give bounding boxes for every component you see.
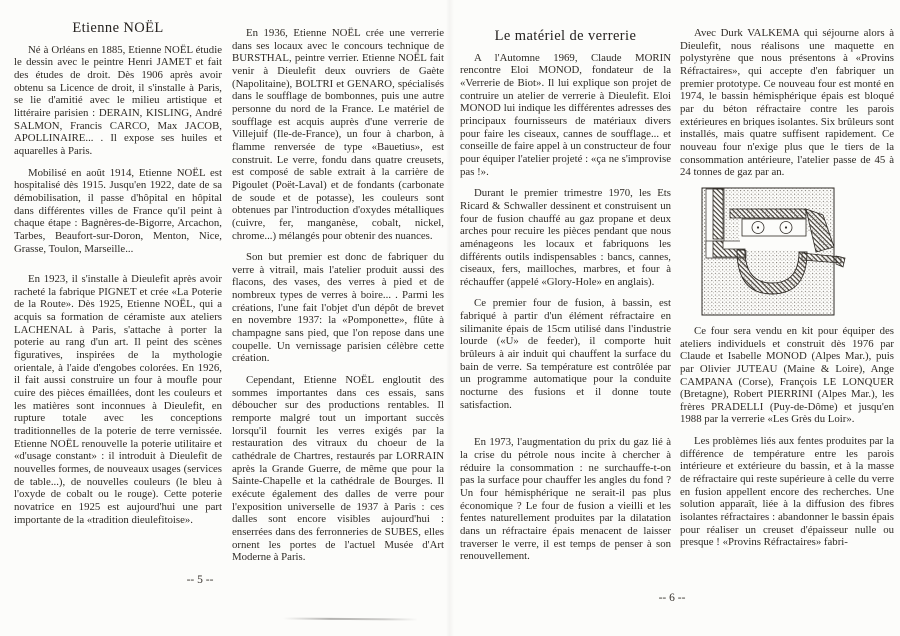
paragraph: Durant le premier trimestre 1970, les Ets Ricard & Schwaller dessinent et construisent un four de fusion chauffé au gaz propane et deux arches pour recuire les pièces pendant que nous aménageons les locaux et fabriquons les différents outils indispensables : bancs, cannes, ciseaux, fers, mailloches, marbres, et four à réchauffer (appelé «Glory-Hole» en anglais).	[460, 187, 671, 288]
page-number-6: -- 6 --	[658, 592, 686, 604]
page6-column-1	[460, 30, 671, 563]
paragraph: Mobilisé en août 1914, Etienne NOËL est hospitalisé dès 1915. Jusqu'en 1922, date de sa démobilisation, il passe d'hôpital en hôpital dans différentes villes de France qu'il peint à chaque étape : Bagnères-de-Bigorre, Arcachon, Tarbes, Beaufort-sur-Doron, Menton, Nice, Grasse, Toulon, Marseille...	[14, 166, 222, 255]
paragraph: Ce premier four de fusion, à bassin, est fabriqué à partir d'un élément réfractaire en silimanite épais de 15cm utilisé dans l'industrie lourde («U» de feeder), il comporte huit brûleurs à air induit qui chauffent la surface du bain de verre. Sa température est contrôlée par un programme automatique pour la conduite nocturne des fusions et il donne toute satisfaction.	[460, 297, 671, 411]
page-number-5: -- 5 --	[186, 574, 214, 586]
paragraph: Les problèmes liés aux fentes produites par la différence de température entre les parois intérieure et extérieure du bassin, et à la masse de réfractaire qui reste supérieure à celle du verre en fusion appellent encore des recherches. Une solution apparaît, liée à la diffusion des fibres isolantes réfractaires : abandonner le bassin épais pour réaliser un creuset d'épaisseur nulle ou presque ! «Provins Réfractaires» fabri-	[680, 435, 894, 549]
paragraph: En 1973, l'augmentation du prix du gaz lié à la crise du pétrole nous incite à chercher à réduire la consommation : ne surchauffe-t-on pas la surface pour chauffer les angles du fond ? Un four hémisphérique ne serait-il pas plus économique ? Le four de fusion a vieilli et les fentes naturellement produites par la dilatation dans un réfractaire épais menacent de laisser traverser le verre, il est temps de penser à son renouvellement.	[460, 436, 671, 563]
article-title-materiel-de-verrerie: Le matériel de verrerie	[494, 28, 637, 44]
page5-column-1	[14, 22, 222, 526]
paragraph: A l'Automne 1969, Claude MORIN rencontre Eloi MONOD, fondateur de la «Verrerie de Biot». Il lui explique son projet de contruire un atelier de verrerie à Dieulefit. Eloi MONOD lui indique les différentes adresses des principaux fournisseurs de matériaux divers pour faire les ciseaux, cannes de soufflage... et conseille de faire appel à un constructeur de four pour équiper l'atelier projeté : «ça ne s'improvise pas !».	[460, 51, 671, 178]
paragraph: Avec Durk VALKEMA qui séjourne alors à Dieulefit, nous réalisons une maquette en polystyrène que nous présentons à «Provins Réfractaires», qui accepte d'en fabriquer un premier prototype. Ce nouveau four est monté en 1974, le bassin hémisphérique épais est bloqué par du béton réfractaire contre les parois extérieures en briques isolantes. Six brûleurs sont installés, mais quatre suffisent rapidement. Ce nouveau four n'exige plus que le tiers de la consommation antérieure, l'atelier passe de 45 à 24 tonnes de gaz par an.	[680, 27, 894, 179]
paragraph: En 1923, il s'installe à Dieulefit après avoir racheté la fabrique PIGNET et crée «La Poterie de la Route». Dès 1925, Etienne NOËL, qui a acquis sa formation de céramiste aux ateliers LACHENAL à Paris, s'attache à porter la poterie au rang d'un art. Il peint des scènes figuratives, inspirées de la mythologie orientale, à l'aide d'engobes colorées. En 1926, il fait aussi construire un four à moufle pour cuire des pièces émaillées, dont les couleurs et les matières sont inconnues à Dieulefit, en rupture totale avec les conceptions traditionnelles de la poterie de terre vernissée. Etienne NOËL renouvelle la poterie utilitaire et «d'usage constant» : il introduit à Dieulefit de nouvelles formes, de nouveaux usages (services de table...), de nouvelles couleurs (le bleu à l'oxyde de cobalt ou le rouge). Cette poterie novatrice en 1925 est aujourd'hui une part importante de la «tradition dieulefitoise».	[14, 273, 222, 526]
paragraph: En 1936, Etienne NOËL crée une verrerie dans ses locaux avec le concours technique de BURSTHAL, peintre verrier. Etienne NOËL fait venir à Dieulefit deux ouvriers de Gaète (Napolitaine), BOLTRI et GENARO, spécialisés dans le soufflage de bombonnes, puis une autre personne du nord de la France. Le matériel de soufflage est acquis auprès d'une verrerie de Villejuif (Ile-de-France), un four à charbon, à flamme renversée de type «Bauetius», est construit. Le verre, fondu dans quatre creusets, est composé de sable extrait à la carrière de Pigoulet (Poët-Laval) et de fondants (carbonate de soude et de potasse), les couleurs sont obtenues par l'introduction d'oxydes métalliques (cuivre, fer, manganèse, cobalt, nickel, chrome...) mélangés pour obtenir des nuances.	[232, 27, 444, 242]
furnace-cross-section-drawing	[700, 186, 870, 318]
article-title-etienne-noel: Etienne NOËL	[72, 20, 164, 36]
paragraph: Ce four sera vendu en kit pour équiper des ateliers individuels et construit dès 1976 par Claude et Isabelle MONOD (Alpes Mar.), puis par Olivier JUTEAU (Maine & Loire), Ange CAMPANA (Corse), François LE LONQUER (Bretagne), Robert PIERRINI (Alpes Mar.), les frères PRADELLI (Puy-de-Dôme) et jusqu'en 1988 par la verrerie «Les Grès du Loir».	[680, 324, 894, 426]
page5-column-2	[232, 27, 444, 564]
paragraph: Son but premier est donc de fabriquer du verre à vitrail, mais l'atelier produit aussi des flacons, des vases, des verres à pied et de nombreux types de verres à boire... . Parmi les créations, l'une fait l'objet d'un dépôt de brevet en novembre 1937: la «Pomponette», flûte à champagne sans pied, que l'on repose dans une coupelle. Un vernissage parisien célèbre cette création.	[232, 251, 444, 365]
furnace-cross-section-figure	[700, 186, 870, 318]
page-6	[450, 0, 900, 636]
page6-column-2	[680, 27, 894, 549]
paragraph: Né à Orléans en 1885, Etienne NOËL étudie le dessin avec le peintre Henri JAMET et fait des études de droit. Dès 1906 après avoir obtenu sa Licence de droit, il s'installe à Paris, se lie d'amitié avec le milieu artistique et littéraire parisien : DERAIN, KISLING, André SALMON, Francis CARCO, Max JACOB, APOLLINAIRE... . Il expose ses huiles et aquarelles à Paris.	[14, 43, 222, 157]
paragraph: Cependant, Etienne NOËL engloutit des sommes importantes dans ces essais, sans déboucher sur des productions rentables. Il remporte malgré tout un important succès lorsqu'il fournit les verres exigés par la restauration des vitraux du choeur de la cathédrale de Chartres, restaurés par LORRAIN après la Grande Guerre, de même que pour la Sainte-Chapelle et la cathédrale de Bourges. Il exécute également des dalles de verre pour l'exposition universelle de 1937 à Paris : ces dalles sont encore visibles aujourd'hui : enserrées dans des ferronneries de SUBES, elles ornent les portes de l'actuel Musée d'Art Moderne à Paris.	[232, 374, 444, 564]
